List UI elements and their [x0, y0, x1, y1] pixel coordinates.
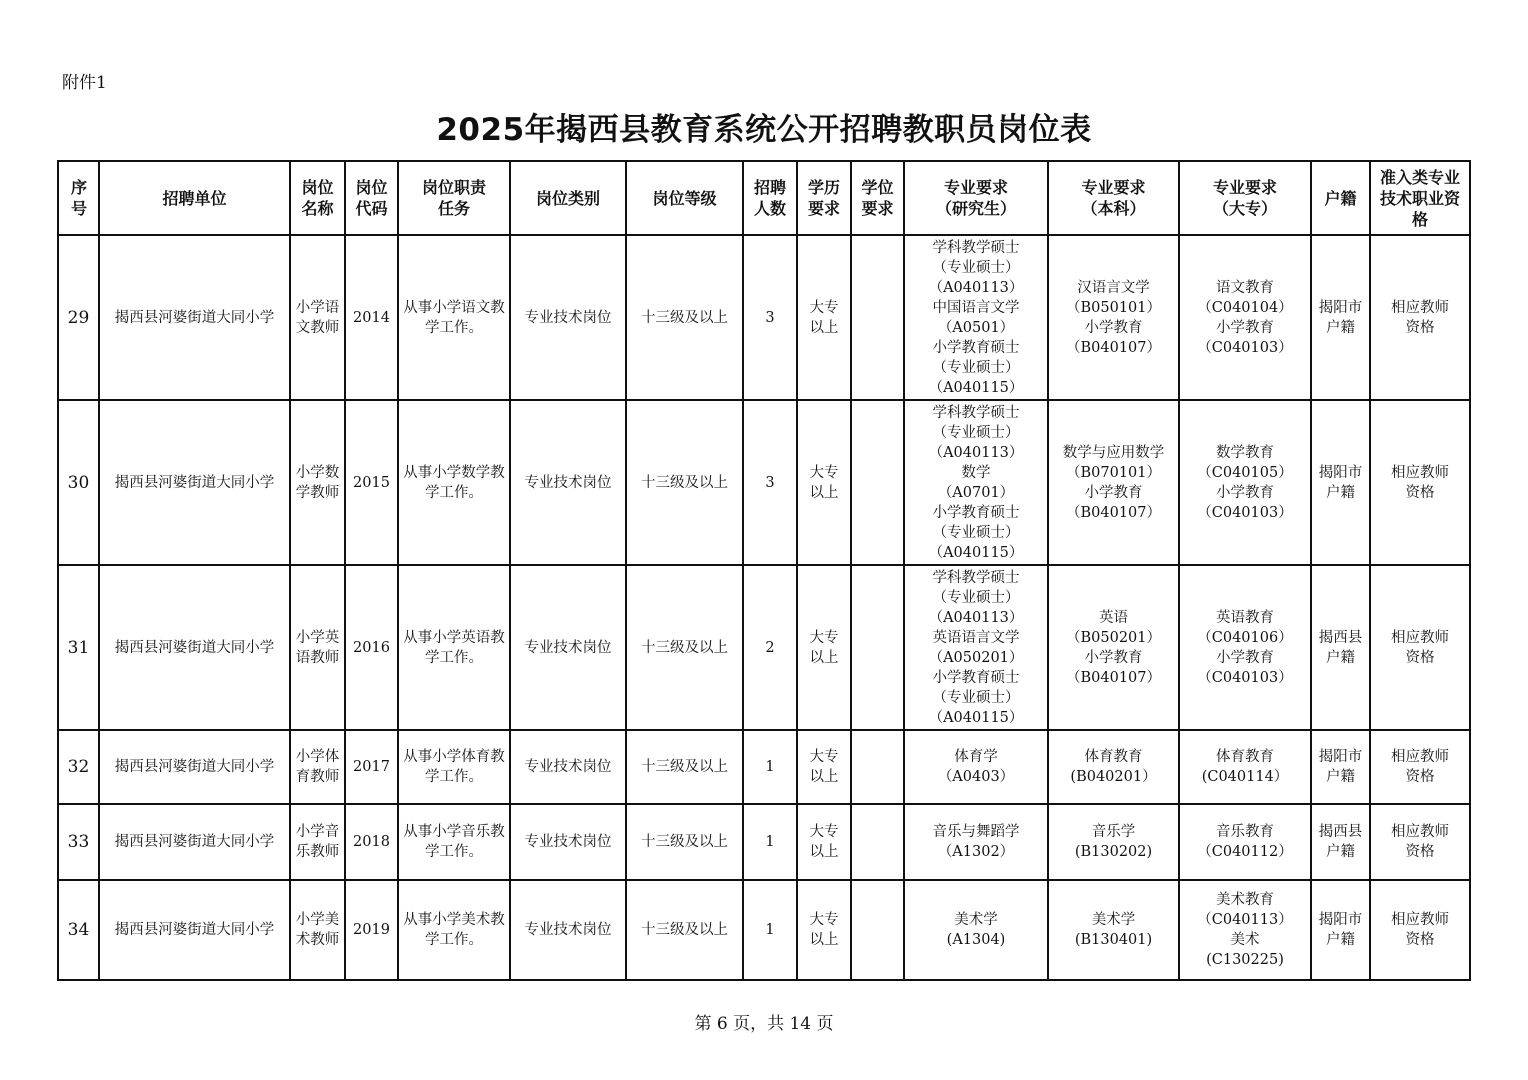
cell-seq: 32: [58, 730, 99, 804]
cell-major-bachelor: 英语 （B050201） 小学教育 （B040107）: [1048, 565, 1179, 730]
cell-major-bachelor: 数学与应用数学 （B070101） 小学教育 （B040107）: [1048, 400, 1179, 565]
cell-post-code: 2015: [345, 400, 398, 565]
cell-unit: 揭西县河婆街道大同小学: [99, 565, 290, 730]
table-row: [58, 730, 1470, 804]
cell-post-code: 2016: [345, 565, 398, 730]
cell-hukou: 揭阳市户籍: [1311, 235, 1370, 400]
cell-count: 1: [743, 730, 797, 804]
cell-major-college: 音乐教育 （C040112）: [1179, 804, 1311, 880]
header-major-college: 专业要求（大专）: [1179, 161, 1311, 235]
cell-grade: 十三级及以上: [626, 565, 743, 730]
cell-hukou: 揭西县户籍: [1311, 804, 1370, 880]
cell-education: 大专以上: [797, 880, 851, 980]
cell-degree: [851, 730, 904, 804]
cell-seq: 34: [58, 880, 99, 980]
cell-degree: [851, 400, 904, 565]
cell-post-code: 2014: [345, 235, 398, 400]
cell-count: 3: [743, 235, 797, 400]
cell-seq: 31: [58, 565, 99, 730]
cell-major-college: 体育教育 (C040114）: [1179, 730, 1311, 804]
header-post-name: 岗位名称: [290, 161, 345, 235]
cell-unit: 揭西县河婆街道大同小学: [99, 730, 290, 804]
header-degree: 学位要求: [851, 161, 904, 235]
header-category: 岗位类别: [510, 161, 626, 235]
header-qualification: 准入类专业技术职业资格: [1370, 161, 1470, 235]
cell-duty: 从事小学数学教学工作。: [398, 400, 510, 565]
cell-education: 大专以上: [797, 400, 851, 565]
cell-seq: 30: [58, 400, 99, 565]
cell-hukou: 揭阳市户籍: [1311, 400, 1370, 565]
cell-major-grad: 学科教学硕士 （专业硕士） （A040113） 中国语言文学 （A0501） 小学教育硕士 （专业硕士） （A040115）: [904, 235, 1048, 400]
cell-unit: 揭西县河婆街道大同小学: [99, 235, 290, 400]
cell-hukou: 揭西县户籍: [1311, 565, 1370, 730]
cell-count: 1: [743, 880, 797, 980]
cell-qualification: 相应教师资格: [1370, 804, 1470, 880]
cell-category: 专业技术岗位: [510, 235, 626, 400]
job-table: [57, 160, 1471, 981]
cell-post-code: 2019: [345, 880, 398, 980]
cell-major-bachelor: 汉语言文学 （B050101） 小学教育 （B040107）: [1048, 235, 1179, 400]
cell-major-college: 英语教育 （C040106） 小学教育 （C040103）: [1179, 565, 1311, 730]
cell-duty: 从事小学美术教学工作。: [398, 880, 510, 980]
cell-major-college: 语文教育 （C040104） 小学教育 （C040103）: [1179, 235, 1311, 400]
cell-hukou: 揭阳市户籍: [1311, 730, 1370, 804]
cell-qualification: 相应教师资格: [1370, 235, 1470, 400]
cell-duty: 从事小学语文教学工作。: [398, 235, 510, 400]
cell-grade: 十三级及以上: [626, 235, 743, 400]
cell-major-college: 美术教育 （C040113） 美术 (C130225): [1179, 880, 1311, 980]
table-row: [58, 880, 1470, 980]
cell-category: 专业技术岗位: [510, 400, 626, 565]
cell-major-grad: 美术学 (A1304): [904, 880, 1048, 980]
cell-post-name: 小学体育教师: [290, 730, 345, 804]
header-seq: 序号: [58, 161, 99, 235]
cell-education: 大专以上: [797, 730, 851, 804]
cell-category: 专业技术岗位: [510, 565, 626, 730]
cell-degree: [851, 565, 904, 730]
cell-qualification: 相应教师资格: [1370, 565, 1470, 730]
cell-major-grad: 学科教学硕士 （专业硕士） （A040113） 英语语言文学 （A050201） 小学教育硕士 （专业硕士） （A040115）: [904, 565, 1048, 730]
header-duty: 岗位职责任务: [398, 161, 510, 235]
cell-education: 大专以上: [797, 565, 851, 730]
table-row: [58, 565, 1470, 730]
cell-major-bachelor: 音乐学 (B130202): [1048, 804, 1179, 880]
cell-count: 3: [743, 400, 797, 565]
cell-unit: 揭西县河婆街道大同小学: [99, 804, 290, 880]
cell-seq: 29: [58, 235, 99, 400]
cell-major-grad: 音乐与舞蹈学 （A1302）: [904, 804, 1048, 880]
cell-category: 专业技术岗位: [510, 880, 626, 980]
cell-grade: 十三级及以上: [626, 804, 743, 880]
cell-count: 2: [743, 565, 797, 730]
cell-major-grad: 学科教学硕士 （专业硕士） （A040113） 数学 （A0701） 小学教育硕士 （专业硕士） （A040115）: [904, 400, 1048, 565]
cell-unit: 揭西县河婆街道大同小学: [99, 880, 290, 980]
cell-post-name: 小学音乐教师: [290, 804, 345, 880]
cell-education: 大专以上: [797, 804, 851, 880]
cell-category: 专业技术岗位: [510, 730, 626, 804]
table-header-row: [58, 161, 1470, 235]
cell-seq: 33: [58, 804, 99, 880]
cell-qualification: 相应教师资格: [1370, 880, 1470, 980]
cell-grade: 十三级及以上: [626, 730, 743, 804]
cell-grade: 十三级及以上: [626, 400, 743, 565]
cell-category: 专业技术岗位: [510, 804, 626, 880]
cell-post-name: 小学英语教师: [290, 565, 345, 730]
cell-unit: 揭西县河婆街道大同小学: [99, 400, 290, 565]
header-grade: 岗位等级: [626, 161, 743, 235]
cell-count: 1: [743, 804, 797, 880]
table-row: [58, 804, 1470, 880]
cell-major-bachelor: 美术学 (B130401): [1048, 880, 1179, 980]
cell-degree: [851, 804, 904, 880]
cell-duty: 从事小学英语教学工作。: [398, 565, 510, 730]
cell-post-name: 小学数学教师: [290, 400, 345, 565]
page-footer: 第 6 页，共 14 页: [694, 1014, 834, 1034]
cell-education: 大专以上: [797, 235, 851, 400]
table-row: [58, 235, 1470, 400]
cell-hukou: 揭阳市户籍: [1311, 880, 1370, 980]
header-major-bachelor: 专业要求（本科）: [1048, 161, 1179, 235]
header-hukou: 户籍: [1311, 161, 1370, 235]
cell-qualification: 相应教师资格: [1370, 400, 1470, 565]
header-education: 学历要求: [797, 161, 851, 235]
cell-degree: [851, 235, 904, 400]
cell-post-name: 小学语文教师: [290, 235, 345, 400]
cell-major-bachelor: 体育教育 (B040201）: [1048, 730, 1179, 804]
cell-post-name: 小学美术教师: [290, 880, 345, 980]
cell-major-college: 数学教育 （C040105） 小学教育 （C040103）: [1179, 400, 1311, 565]
cell-post-code: 2017: [345, 730, 398, 804]
cell-post-code: 2018: [345, 804, 398, 880]
header-major-grad: 专业要求（研究生）: [904, 161, 1048, 235]
page-title: 2025年揭西县教育系统公开招聘教职员岗位表: [436, 112, 1092, 148]
table-row: [58, 400, 1470, 565]
cell-grade: 十三级及以上: [626, 880, 743, 980]
cell-major-grad: 体育学 （A0403）: [904, 730, 1048, 804]
header-count: 招聘人数: [743, 161, 797, 235]
cell-degree: [851, 880, 904, 980]
attachment-label: 附件1: [62, 73, 107, 93]
cell-qualification: 相应教师资格: [1370, 730, 1470, 804]
cell-duty: 从事小学体育教学工作。: [398, 730, 510, 804]
header-post-code: 岗位代码: [345, 161, 398, 235]
cell-duty: 从事小学音乐教学工作。: [398, 804, 510, 880]
header-unit: 招聘单位: [99, 161, 290, 235]
